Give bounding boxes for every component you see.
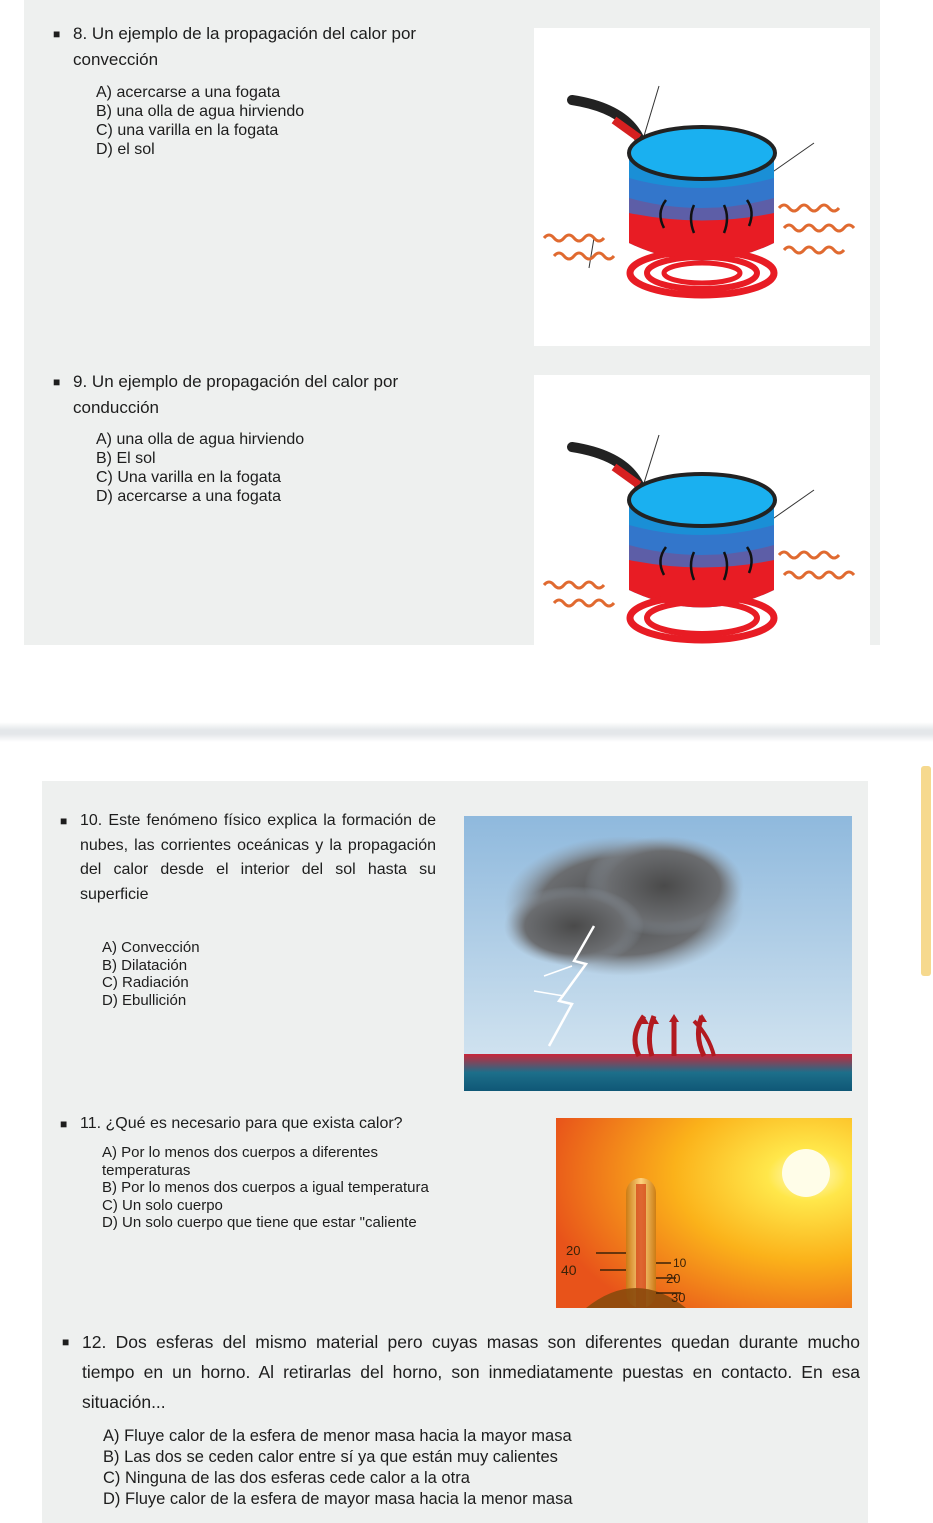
bullet-icon: ■	[53, 375, 61, 389]
question-10	[60, 809, 437, 907]
thermo-label: 10	[673, 1256, 687, 1270]
options-q12	[103, 1426, 573, 1510]
question-number: 10.	[80, 812, 103, 829]
image-q8	[534, 28, 870, 346]
option-a[interactable]: A) una olla de agua hirviendo	[96, 431, 305, 448]
question-text: Un ejemplo de propagación del calor por	[91, 372, 399, 391]
options-q11	[102, 1144, 452, 1232]
question-12	[62, 1327, 860, 1417]
question-11	[60, 1111, 560, 1137]
option-d[interactable]: D) el sol	[96, 141, 155, 158]
thermo-label: 20	[566, 1243, 581, 1258]
question-text: Dos esferas del mismo material pero cuyas masas son diferentes quedan durante mucho tiempo en un horno. Al retirarlas del horno, son inmediatamente puestas en contacto. En esa situación...	[82, 1332, 860, 1412]
scrollbar-thumb[interactable]	[921, 766, 931, 976]
option-b[interactable]: B) una olla de agua hirviendo	[96, 103, 305, 120]
question-text-2: convección	[73, 50, 159, 69]
thermo-label: 30	[671, 1290, 686, 1305]
option-c[interactable]: C) una varilla en la fogata	[96, 122, 279, 139]
image-q10	[464, 816, 852, 1091]
option-b[interactable]: B) El sol	[96, 450, 156, 467]
question-text: ¿Qué es necesario para que exista calor?	[105, 1115, 403, 1132]
option-c[interactable]: C) Radiación	[102, 974, 189, 991]
question-number: 12.	[82, 1332, 107, 1352]
option-a[interactable]: A) acercarse a una fogata	[96, 84, 281, 101]
options-q9	[96, 430, 304, 506]
question-text-2: conducción	[73, 398, 160, 417]
option-b[interactable]: B) Por lo menos dos cuerpos a igual temperatura	[102, 1179, 429, 1196]
question-text: Este fenómeno físico explica la formación de nubes, las corrientes oceánicas y la propagación del calor desde el interior del sol hasta su superficie	[80, 812, 437, 903]
option-b[interactable]: B) Dilatación	[102, 956, 188, 974]
question-8	[53, 21, 513, 73]
option-b[interactable]: B) Las dos se ceden calor entre sí ya que están muy calientes	[103, 1448, 558, 1466]
sun-thermometer-icon	[556, 1118, 852, 1308]
question-9	[53, 369, 513, 421]
option-c[interactable]: C) Ninguna de las dos esferas cede calor a la otra	[103, 1469, 470, 1487]
option-c[interactable]: C) Un solo cuerpo	[102, 1196, 223, 1214]
thermo-label: 40	[561, 1262, 577, 1278]
options-q10	[102, 939, 200, 1009]
boiling-pot-icon	[534, 28, 870, 346]
option-d[interactable]: D) Un solo cuerpo que tiene que estar "caliente	[102, 1214, 417, 1231]
boiling-pot-icon	[534, 375, 870, 645]
divider	[0, 722, 933, 742]
option-a[interactable]: A) Fluye calor de la esfera de menor masa hacia la mayor masa	[103, 1427, 572, 1445]
bullet-icon: ■	[60, 1117, 68, 1131]
option-d[interactable]: D) Ebullición	[102, 991, 187, 1009]
option-a[interactable]: A) Convección	[102, 939, 200, 956]
image-q11	[556, 1118, 852, 1308]
thermo-label: 20	[666, 1271, 681, 1286]
bullet-icon: ■	[62, 1335, 70, 1349]
option-d[interactable]: D) Fluye calor de la esfera de mayor masa hacia la menor masa	[103, 1490, 573, 1508]
question-number: 8.	[73, 24, 88, 43]
cloud-lightning-icon	[464, 816, 852, 1091]
option-d[interactable]: D) acercarse a una fogata	[96, 488, 281, 505]
bullet-icon: ■	[60, 814, 68, 828]
option-a[interactable]: A) Por lo menos dos cuerpos a diferentes temperaturas	[102, 1144, 378, 1179]
question-text: Un ejemplo de la propagación del calor por	[91, 24, 417, 43]
options-q8	[96, 83, 304, 159]
bullet-icon: ■	[53, 27, 61, 41]
option-c[interactable]: C) Una varilla en la fogata	[96, 469, 281, 486]
question-number: 9.	[73, 372, 88, 391]
image-q9	[534, 375, 870, 645]
question-number: 11.	[80, 1115, 102, 1132]
